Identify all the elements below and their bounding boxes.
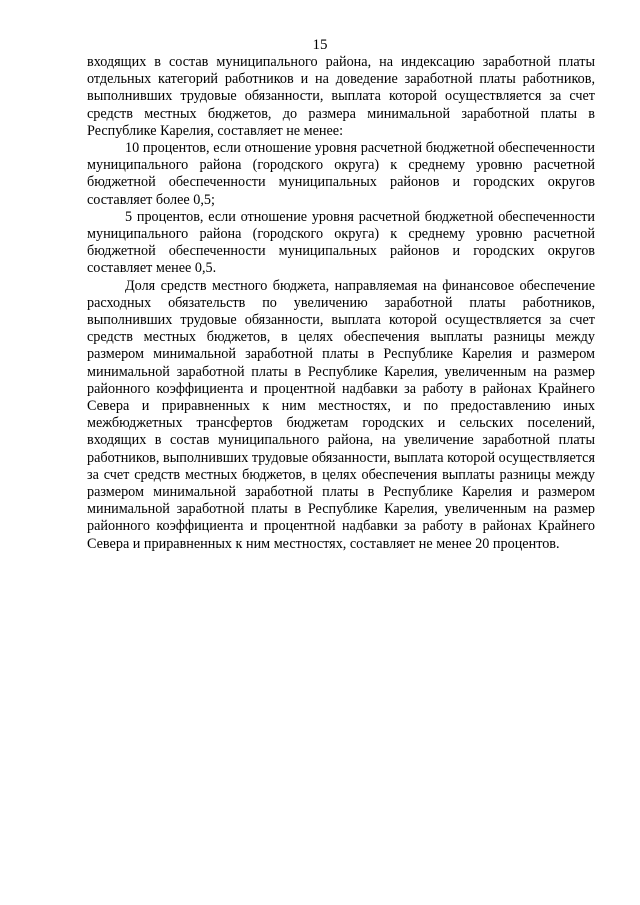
paragraph-local-budget-share: Доля средств местного бюджета, направляемая на финансовое обеспечение расходных обязательств по увеличению заработной платы работников, выполнивших трудовые обязанности, выплата которой осуществляется за счет средств местных бюджетов, в целях обеспечения выплаты разницы между размером минимальной заработной платы в Республике Карелия и размером минимальной заработной платы в Республике Карелия, увеличенным на размер районного коэффициента и процентной надбавки за работу в районах Крайнего Севера и приравненных к ним местностях, и по предоставлению иных межбюджетных трансфертов бюджетам городских и сельских поселений, входящих в состав муниципального района, на увеличение заработной платы работников, выполнивших трудовые обязанности, выплата которой осуществляется за счет средств местных бюджетов, в целях обеспечения выплаты разницы между размером минимальной заработной платы в Республике Карелия и размером минимальной заработной платы в Республике Карелия, увеличенным на размер районного коэффициента и процентной надбавки за работу в районах Крайнего Севера и приравненных к ним местностях, составляет не менее 20 процентов.: [87, 277, 595, 552]
paragraph-continuation: входящих в состав муниципального района, на индексацию заработной платы отдельных категорий работников и на доведение заработной платы работников, выполнивших трудовые обязанности, выплата которой осуществляется за счет средств местных бюджетов, до размера минимальной заработной платы в Республике Карелия, составляет не менее:: [87, 54, 595, 139]
paragraph-condition-10-percent: 10 процентов, если отношение уровня расчетной бюджетной обеспеченности муниципального района (городского округа) к среднему уровню расчетной бюджетной обеспеченности муниципальных районов и городских округов составляет более 0,5;: [87, 140, 595, 208]
page-number: 15: [312, 37, 328, 53]
document-body: [87, 54, 595, 553]
paragraph-condition-5-percent: 5 процентов, если отношение уровня расчетной бюджетной обеспеченности муниципального района (городского округа) к среднему уровню расчетной бюджетной обеспеченности муниципальных районов и городских округов составляет менее 0,5.: [87, 208, 595, 277]
